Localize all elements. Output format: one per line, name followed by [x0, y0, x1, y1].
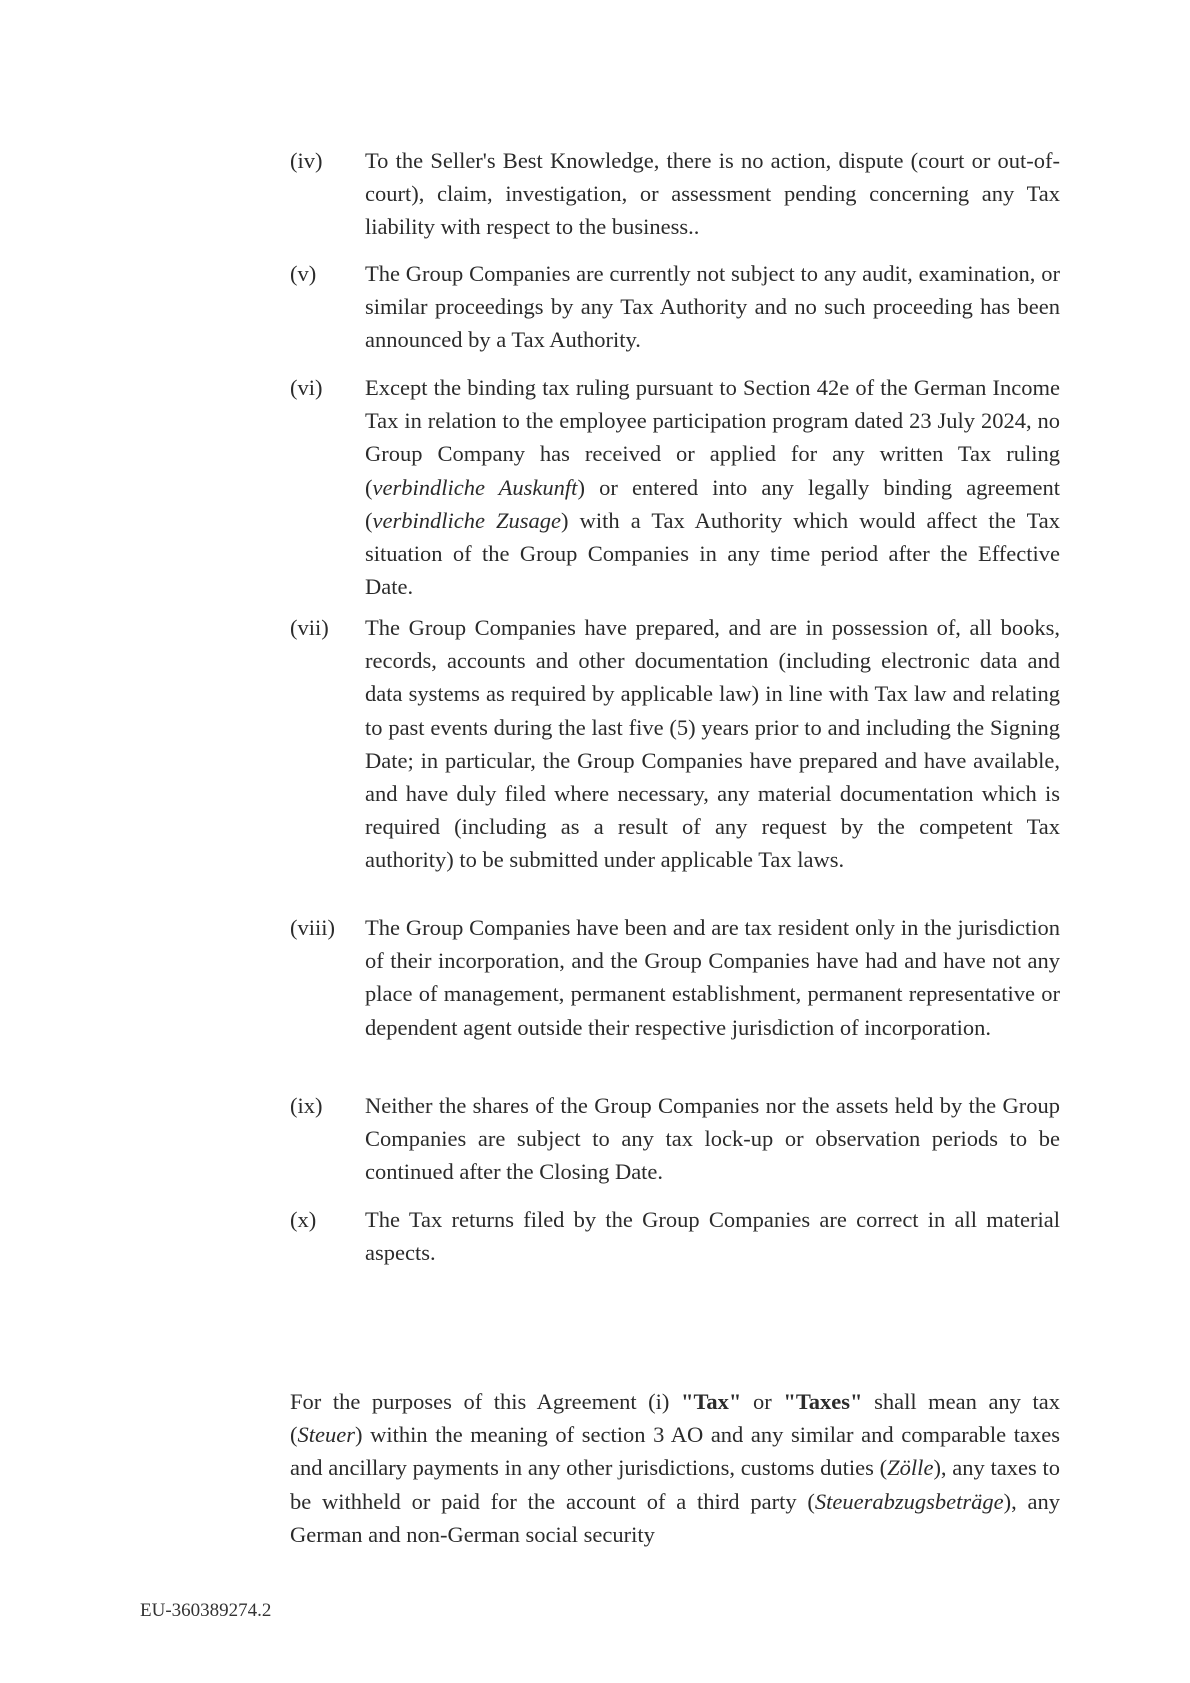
text-run: ), any German and non-German social security — [290, 1488, 1060, 1547]
clause-number: (viii) — [290, 915, 335, 940]
clause-text: To the Seller's Best Knowledge, there is no action, dispute (court or out-of-court), claim, investigation, or assessment pending concerning any Tax liability with respect to the business.. — [365, 148, 1060, 240]
clause-x — [290, 1203, 1060, 1269]
clause-viii — [290, 911, 1060, 1044]
document-id-footer: EU-360389274.2 — [140, 1600, 272, 1621]
clause-text: The Group Companies are currently not subject to any audit, examination, or similar proceedings by any Tax Authority and no such proceeding has been announced by a Tax Authority. — [365, 261, 1060, 353]
clause-vi — [290, 371, 1060, 603]
german-term: Zölle — [887, 1455, 934, 1481]
tax-definitions-paragraph — [290, 1385, 1060, 1551]
clause-text: The Group Companies have been and are tax resident only in the jurisdiction of their incorporation, and the Group Companies have had and have not any place of management, permanent establishment, permanent representative or dependent agent outside their respective jurisdiction of incorporation. — [365, 915, 1060, 1040]
text-run: or — [741, 1389, 784, 1414]
defined-term: "Taxes" — [783, 1389, 863, 1414]
clause-number: (iv) — [290, 148, 323, 173]
clause-number: (ix) — [290, 1093, 323, 1118]
german-term: verbindliche Zusage — [372, 507, 562, 533]
clause-number: (v) — [290, 261, 317, 286]
clause-text: Neither the shares of the Group Companies nor the assets held by the Group Companies are subject to any tax lock-up or observation periods to be continued after the Closing Date. — [365, 1093, 1060, 1185]
defined-term: "Tax" — [680, 1389, 742, 1414]
text-run: ) or entered into any legally binding agreement ( — [365, 474, 1060, 533]
text-run: ) within the meaning of section 3 AO and any similar and comparable taxes and ancillary payments in any other jurisdictions, customs duties ( — [290, 1422, 1060, 1481]
text-run: For the purposes of this Agreement (i) — [290, 1389, 681, 1414]
text-run: shall mean any tax ( — [290, 1389, 1061, 1448]
clause-text — [365, 371, 1060, 603]
clause-number: (vii) — [290, 615, 329, 640]
clause-text: The Group Companies have prepared, and are in possession of, all books, records, accounts and other documentation (including electronic data and data systems as required by applicable law) in line with Tax law and relating to past events during the last five (5) years prior to and including the Signing Date; in particular, the Group Companies have prepared and have available, and have duly filed where necessary, any material documentation which is required (including as a result of any request by the competent Tax authority) to be submitted under applicable Tax laws. — [365, 615, 1060, 873]
clause-text: The Tax returns filed by the Group Companies are correct in all material aspects. — [365, 1207, 1060, 1266]
german-term: Steuerabzugsbeträge — [814, 1488, 1004, 1514]
clause-iv — [290, 144, 1060, 244]
german-term: Steuer — [297, 1422, 355, 1448]
german-term: verbindliche Auskunft — [372, 474, 578, 500]
text-run: ) with a Tax Authority which would affect the Tax situation of the Group Companies in any time period after the Effective Date. — [365, 507, 1060, 600]
clause-number: (vi) — [290, 375, 323, 400]
clause-vii — [290, 611, 1060, 877]
clause-number: (x) — [290, 1207, 317, 1232]
clause-v — [290, 257, 1060, 357]
text-run: Except the binding tax ruling pursuant to Section 42e of the German Income Tax in relation to the employee participation program dated 23 July 2024, no Group Company has received or applied for any written Tax ruling ( — [365, 375, 1060, 500]
clause-ix — [290, 1089, 1060, 1189]
text-run: ), any taxes to be withheld or paid for the account of a third party ( — [290, 1455, 1060, 1514]
